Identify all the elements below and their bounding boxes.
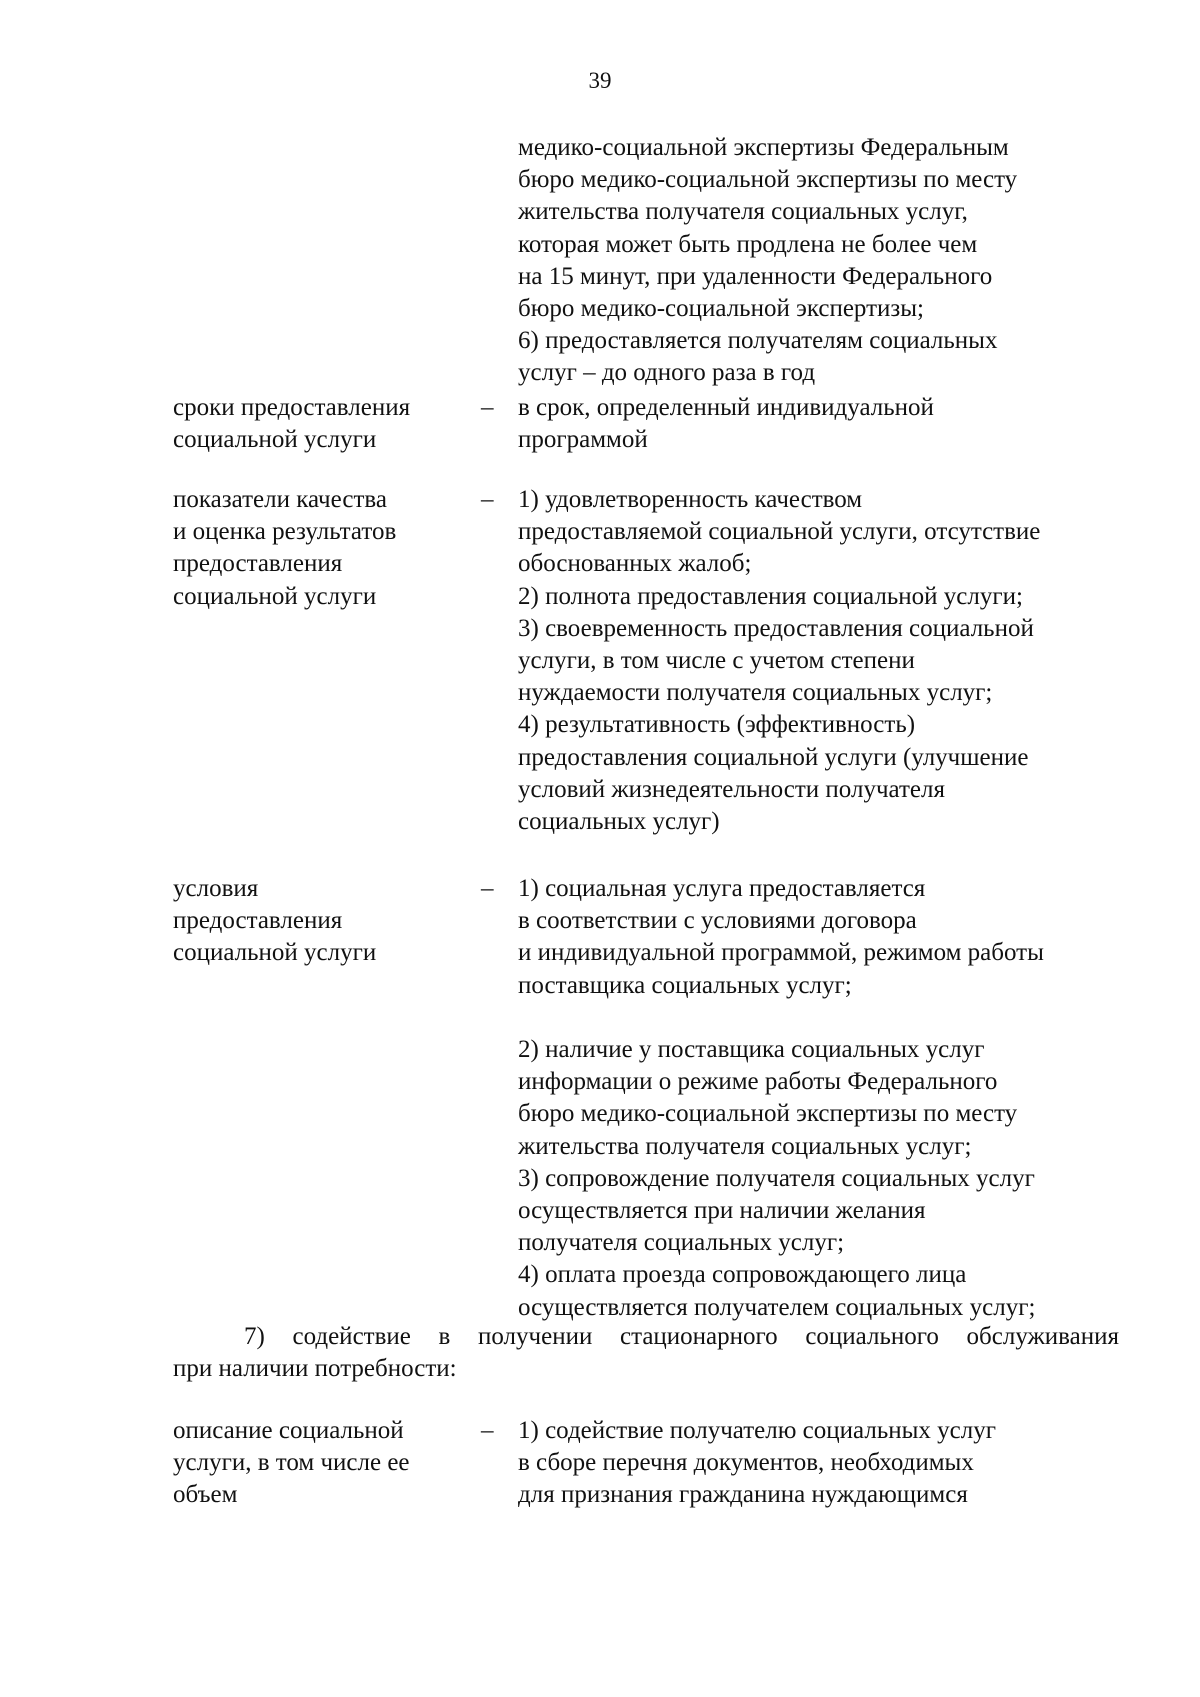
continued-service-text: медико-социальной экспертизы Федеральным бюро медико-социальной экспертизы по месту жительства получателя социальных услуг, которая может быть продлена не более чем на 15 минут, при удаленности Федерального бюро медико-социальной экспертизы; 6) предоставляется получателям социальных услуг – до одного раза в год — [518, 134, 1018, 387]
description-label: описание социальной услуги, в том числе ее объем — [173, 1417, 410, 1509]
conditions-value: 1) социальная услуга предоставляется в соответствии с условиями договора и индивидуальной программой, режимом работы поставщика социальных услуг; 2) наличие у поставщика социальных услуг информации о режиме работы Федерального бюро медико-социальной экспертизы по месту жительства получателя социальных услуг; 3) сопровождение получателя социальных услуг осуществляется при наличии желания получателя социальных услуг; 4) оплата проезда сопровождающего лица осуществляется получателем социальных услуг; — [518, 875, 1044, 1321]
section-paragraph — [173, 1321, 1119, 1385]
dash-separator: – — [481, 875, 494, 902]
page-number: 39 — [588, 68, 612, 93]
dash-separator: – — [481, 394, 494, 421]
term-label: сроки предоставления социальной услуги — [173, 394, 411, 454]
description-value: 1) содействие получателю социальных услуг в сборе перечня документов, необходимых для признания гражданина нуждающимся — [518, 1417, 996, 1509]
section-heading-continuation: при наличии потребности: — [173, 1355, 457, 1383]
conditions-label: условия предоставления социальной услуги — [173, 875, 377, 967]
term-value: в срок, определенный индивидуальной программой — [518, 394, 934, 454]
dash-separator: – — [481, 486, 494, 513]
dash-separator: – — [481, 1417, 494, 1444]
quality-value: 1) удовлетворенность качеством предоставляемой социальной услуги, отсутствие обоснованных жалоб; 2) полнота предоставления социальной услуги; 3) своевременность предоставления социальной услуги, в том числе с учетом степени нуждаемости получателя социальных услуг; 4) результативность (эффективность) предоставления социальной услуги (улучшение условий жизнедеятельности получателя социальных услуг) — [518, 486, 1041, 836]
section-heading-line: 7) содействие в получении стационарного социального обслуживания — [244, 1323, 1119, 1350]
quality-label: показатели качества и оценка результатов предоставления социальной услуги — [173, 486, 397, 610]
